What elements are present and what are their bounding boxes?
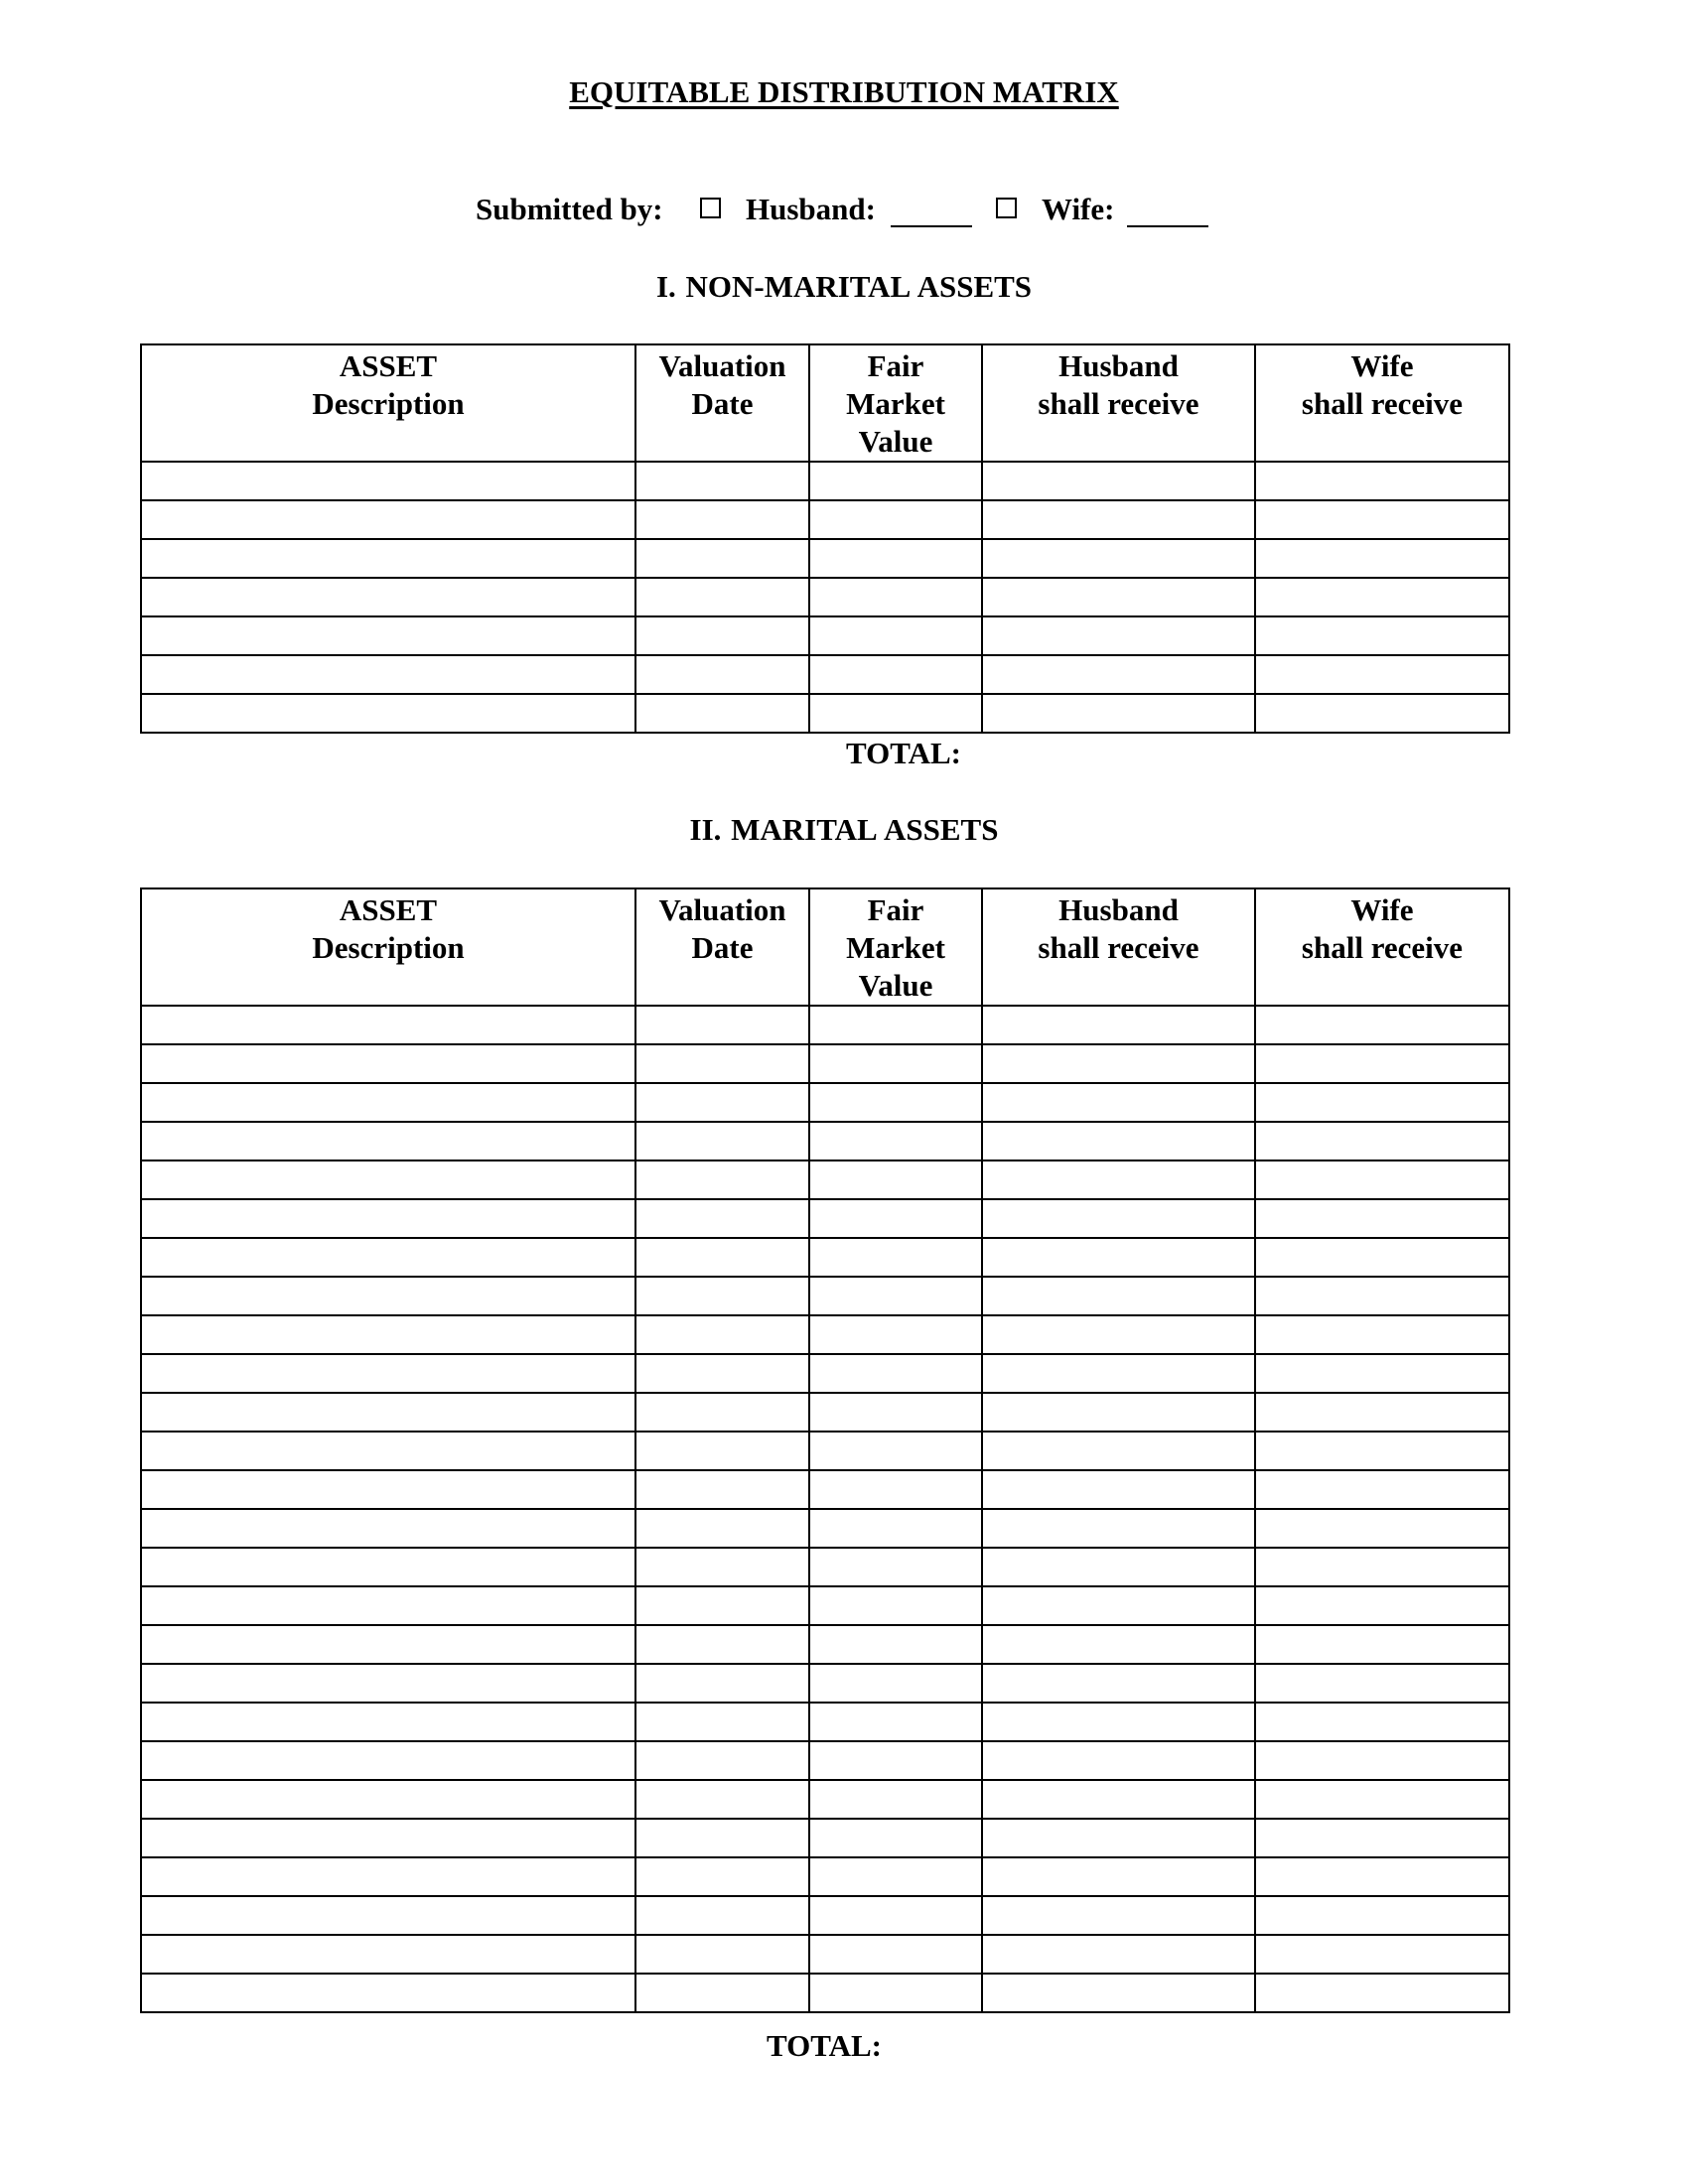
wife-shall-receive-cell[interactable] bbox=[1255, 1238, 1509, 1277]
asset-description-cell[interactable] bbox=[141, 1664, 635, 1703]
husband-shall-receive-cell[interactable] bbox=[982, 1238, 1255, 1277]
valuation-date-cell[interactable] bbox=[635, 1083, 809, 1122]
fair-market-value-cell[interactable] bbox=[809, 694, 982, 733]
valuation-date-cell[interactable] bbox=[635, 1277, 809, 1315]
valuation-date-cell[interactable] bbox=[635, 1432, 809, 1470]
valuation-date-cell[interactable] bbox=[635, 1625, 809, 1664]
valuation-date-cell[interactable] bbox=[635, 462, 809, 500]
wife-shall-receive-cell[interactable] bbox=[1255, 616, 1509, 655]
wife-blank-field[interactable] bbox=[1127, 225, 1208, 227]
table-row bbox=[141, 1935, 1509, 1974]
asset-description-cell[interactable] bbox=[141, 1393, 635, 1432]
fair-market-value-cell[interactable] bbox=[809, 1006, 982, 1044]
table-row bbox=[141, 1819, 1509, 1857]
submitted-by-label: Submitted by: bbox=[476, 192, 663, 226]
husband-shall-receive-cell[interactable] bbox=[982, 1470, 1255, 1509]
valuation-date-cell[interactable] bbox=[635, 1586, 809, 1625]
asset-description-cell[interactable] bbox=[141, 1819, 635, 1857]
husband-shall-receive-cell[interactable] bbox=[982, 1006, 1255, 1044]
table-row bbox=[141, 1315, 1509, 1354]
wife-shall-receive-cell[interactable] bbox=[1255, 1083, 1509, 1122]
husband-shall-receive-cell[interactable] bbox=[982, 1664, 1255, 1703]
valuation-date-cell[interactable] bbox=[635, 1935, 809, 1974]
wife-shall-receive-cell[interactable] bbox=[1255, 1432, 1509, 1470]
wife-shall-receive-cell[interactable] bbox=[1255, 1393, 1509, 1432]
fair-market-value-cell[interactable] bbox=[809, 1199, 982, 1238]
husband-shall-receive-cell[interactable] bbox=[982, 1354, 1255, 1393]
fair-market-value-cell[interactable] bbox=[809, 1703, 982, 1741]
valuation-date-cell[interactable] bbox=[635, 1470, 809, 1509]
wife-shall-receive-cell[interactable] bbox=[1255, 1470, 1509, 1509]
husband-shall-receive-cell[interactable] bbox=[982, 1044, 1255, 1083]
asset-description-cell[interactable] bbox=[141, 1625, 635, 1664]
fair-market-value-cell[interactable] bbox=[809, 1044, 982, 1083]
wife-shall-receive-cell[interactable] bbox=[1255, 1277, 1509, 1315]
fair-market-value-cell[interactable] bbox=[809, 616, 982, 655]
fair-market-value-cell[interactable] bbox=[809, 1509, 982, 1548]
husband-shall-receive-cell[interactable] bbox=[982, 1199, 1255, 1238]
valuation-date-cell[interactable] bbox=[635, 1006, 809, 1044]
husband-shall-receive-cell[interactable] bbox=[982, 1277, 1255, 1315]
husband-shall-receive-cell[interactable] bbox=[982, 1625, 1255, 1664]
fair-market-value-cell[interactable] bbox=[809, 1819, 982, 1857]
column-header-wife-shall-receive: Wife shall receive bbox=[1255, 344, 1509, 462]
valuation-date-cell[interactable] bbox=[635, 1857, 809, 1896]
column-header-asset-description: ASSET Description bbox=[141, 888, 635, 1006]
fair-market-value-cell[interactable] bbox=[809, 1238, 982, 1277]
non-marital-section-title: I. NON-MARITAL ASSETS bbox=[655, 269, 1033, 304]
marital-total-label: TOTAL: bbox=[767, 2028, 882, 2063]
wife-shall-receive-cell[interactable] bbox=[1255, 578, 1509, 616]
fair-market-value-cell[interactable] bbox=[809, 539, 982, 578]
table-row bbox=[141, 1238, 1509, 1277]
table-row bbox=[141, 1044, 1509, 1083]
fair-market-value-cell[interactable] bbox=[809, 462, 982, 500]
column-header-asset-description: ASSET Description bbox=[141, 344, 635, 462]
table-row bbox=[141, 462, 1509, 500]
fair-market-value-cell[interactable] bbox=[809, 1315, 982, 1354]
wife-shall-receive-cell[interactable] bbox=[1255, 462, 1509, 500]
valuation-date-cell[interactable] bbox=[635, 1160, 809, 1199]
table-row bbox=[141, 616, 1509, 655]
wife-shall-receive-cell[interactable] bbox=[1255, 1857, 1509, 1896]
table-row bbox=[141, 1548, 1509, 1586]
column-header-husband-shall-receive: Husband shall receive bbox=[982, 344, 1255, 462]
husband-shall-receive-cell[interactable] bbox=[982, 1432, 1255, 1470]
husband-shall-receive-cell[interactable] bbox=[982, 1819, 1255, 1857]
table-row bbox=[141, 1896, 1509, 1935]
valuation-date-cell[interactable] bbox=[635, 1393, 809, 1432]
table-row bbox=[141, 1277, 1509, 1315]
column-header-valuation-date: Valuation Date bbox=[635, 344, 809, 462]
asset-description-cell[interactable] bbox=[141, 1741, 635, 1780]
wife-shall-receive-cell[interactable] bbox=[1255, 1160, 1509, 1199]
husband-shall-receive-cell[interactable] bbox=[982, 1741, 1255, 1780]
fair-market-value-cell[interactable] bbox=[809, 1160, 982, 1199]
asset-description-cell[interactable] bbox=[141, 1896, 635, 1935]
fair-market-value-cell[interactable] bbox=[809, 1664, 982, 1703]
valuation-date-cell[interactable] bbox=[635, 616, 809, 655]
fair-market-value-cell[interactable] bbox=[809, 655, 982, 694]
husband-shall-receive-cell[interactable] bbox=[982, 1974, 1255, 2012]
fair-market-value-cell[interactable] bbox=[809, 1122, 982, 1160]
fair-market-value-cell[interactable] bbox=[809, 1393, 982, 1432]
valuation-date-cell[interactable] bbox=[635, 1664, 809, 1703]
husband-shall-receive-cell[interactable] bbox=[982, 1857, 1255, 1896]
asset-description-cell[interactable] bbox=[141, 1470, 635, 1509]
column-header-wife-shall-receive: Wife shall receive bbox=[1255, 888, 1509, 1006]
asset-description-cell[interactable] bbox=[141, 462, 635, 500]
wife-shall-receive-cell[interactable] bbox=[1255, 539, 1509, 578]
wife-shall-receive-cell[interactable] bbox=[1255, 1625, 1509, 1664]
fair-market-value-cell[interactable] bbox=[809, 1741, 982, 1780]
wife-shall-receive-cell[interactable] bbox=[1255, 1548, 1509, 1586]
asset-description-cell[interactable] bbox=[141, 694, 635, 733]
asset-description-cell[interactable] bbox=[141, 655, 635, 694]
wife-shall-receive-cell[interactable] bbox=[1255, 1896, 1509, 1935]
fair-market-value-cell[interactable] bbox=[809, 1857, 982, 1896]
asset-description-cell[interactable] bbox=[141, 1432, 635, 1470]
table-row bbox=[141, 1741, 1509, 1780]
column-header-fair-market-value: Fair Market Value bbox=[809, 344, 982, 462]
wife-shall-receive-cell[interactable] bbox=[1255, 1354, 1509, 1393]
husband-shall-receive-cell[interactable] bbox=[982, 1122, 1255, 1160]
husband-shall-receive-cell[interactable] bbox=[982, 1780, 1255, 1819]
table-row bbox=[141, 1780, 1509, 1819]
table-row bbox=[141, 1122, 1509, 1160]
valuation-date-cell[interactable] bbox=[635, 1199, 809, 1238]
husband-shall-receive-cell[interactable] bbox=[982, 462, 1255, 500]
valuation-date-cell[interactable] bbox=[635, 539, 809, 578]
fair-market-value-cell[interactable] bbox=[809, 578, 982, 616]
wife-shall-receive-cell[interactable] bbox=[1255, 1586, 1509, 1625]
table-row bbox=[141, 1857, 1509, 1896]
asset-description-cell[interactable] bbox=[141, 1586, 635, 1625]
asset-description-cell[interactable] bbox=[141, 1857, 635, 1896]
table-header-row bbox=[141, 344, 1509, 462]
wife-shall-receive-cell[interactable] bbox=[1255, 500, 1509, 539]
fair-market-value-cell[interactable] bbox=[809, 1586, 982, 1625]
husband-shall-receive-cell[interactable] bbox=[982, 1586, 1255, 1625]
husband-shall-receive-cell[interactable] bbox=[982, 1315, 1255, 1354]
valuation-date-cell[interactable] bbox=[635, 694, 809, 733]
fair-market-value-cell[interactable] bbox=[809, 1896, 982, 1935]
table-row bbox=[141, 1006, 1509, 1044]
asset-description-cell[interactable] bbox=[141, 1199, 635, 1238]
valuation-date-cell[interactable] bbox=[635, 1044, 809, 1083]
wife-shall-receive-cell[interactable] bbox=[1255, 1509, 1509, 1548]
wife-shall-receive-cell[interactable] bbox=[1255, 1974, 1509, 2012]
table-row bbox=[141, 1354, 1509, 1393]
asset-description-cell[interactable] bbox=[141, 1703, 635, 1741]
table-row bbox=[141, 1625, 1509, 1664]
fair-market-value-cell[interactable] bbox=[809, 500, 982, 539]
table-row bbox=[141, 500, 1509, 539]
husband-shall-receive-cell[interactable] bbox=[982, 539, 1255, 578]
wife-shall-receive-cell[interactable] bbox=[1255, 1199, 1509, 1238]
table-row bbox=[141, 1586, 1509, 1625]
valuation-date-cell[interactable] bbox=[635, 1509, 809, 1548]
column-header-valuation-date: Valuation Date bbox=[635, 888, 809, 1006]
wife-shall-receive-cell[interactable] bbox=[1255, 1819, 1509, 1857]
husband-shall-receive-cell[interactable] bbox=[982, 1083, 1255, 1122]
valuation-date-cell[interactable] bbox=[635, 1896, 809, 1935]
table-row bbox=[141, 1509, 1509, 1548]
wife-shall-receive-cell[interactable] bbox=[1255, 1122, 1509, 1160]
valuation-date-cell[interactable] bbox=[635, 1741, 809, 1780]
table-row bbox=[141, 1160, 1509, 1199]
asset-description-cell[interactable] bbox=[141, 1083, 635, 1122]
wife-checkbox[interactable] bbox=[996, 198, 1017, 218]
marital-section-title: II. MARITAL ASSETS bbox=[689, 812, 999, 847]
fair-market-value-cell[interactable] bbox=[809, 1780, 982, 1819]
fair-market-value-cell[interactable] bbox=[809, 1432, 982, 1470]
fair-market-value-cell[interactable] bbox=[809, 1354, 982, 1393]
husband-shall-receive-cell[interactable] bbox=[982, 655, 1255, 694]
husband-shall-receive-cell[interactable] bbox=[982, 1160, 1255, 1199]
valuation-date-cell[interactable] bbox=[635, 1238, 809, 1277]
asset-description-cell[interactable] bbox=[141, 539, 635, 578]
table-header-row bbox=[141, 888, 1509, 1006]
asset-description-cell[interactable] bbox=[141, 1122, 635, 1160]
asset-description-cell[interactable] bbox=[141, 1548, 635, 1586]
wife-shall-receive-cell[interactable] bbox=[1255, 655, 1509, 694]
document-title: EQUITABLE DISTRIBUTION MATRIX bbox=[569, 74, 1119, 109]
valuation-date-cell[interactable] bbox=[635, 1315, 809, 1354]
table-row bbox=[141, 1083, 1509, 1122]
wife-shall-receive-cell[interactable] bbox=[1255, 1044, 1509, 1083]
table-row bbox=[141, 1432, 1509, 1470]
table-row bbox=[141, 1664, 1509, 1703]
asset-description-cell[interactable] bbox=[141, 1238, 635, 1277]
husband-label: Husband: bbox=[746, 192, 876, 226]
asset-description-cell[interactable] bbox=[141, 1006, 635, 1044]
table-row bbox=[141, 1470, 1509, 1509]
asset-description-cell[interactable] bbox=[141, 1974, 635, 2012]
fair-market-value-cell[interactable] bbox=[809, 1974, 982, 2012]
valuation-date-cell[interactable] bbox=[635, 1354, 809, 1393]
valuation-date-cell[interactable] bbox=[635, 1703, 809, 1741]
valuation-date-cell[interactable] bbox=[635, 500, 809, 539]
asset-description-cell[interactable] bbox=[141, 1780, 635, 1819]
wife-shall-receive-cell[interactable] bbox=[1255, 1935, 1509, 1974]
fair-market-value-cell[interactable] bbox=[809, 1083, 982, 1122]
wife-shall-receive-cell[interactable] bbox=[1255, 1006, 1509, 1044]
column-header-fair-market-value: Fair Market Value bbox=[809, 888, 982, 1006]
asset-description-cell[interactable] bbox=[141, 616, 635, 655]
wife-shall-receive-cell[interactable] bbox=[1255, 1780, 1509, 1819]
asset-description-cell[interactable] bbox=[141, 1509, 635, 1548]
asset-description-cell[interactable] bbox=[141, 500, 635, 539]
valuation-date-cell[interactable] bbox=[635, 1780, 809, 1819]
wife-shall-receive-cell[interactable] bbox=[1255, 694, 1509, 733]
valuation-date-cell[interactable] bbox=[635, 1122, 809, 1160]
asset-description-cell[interactable] bbox=[141, 1354, 635, 1393]
valuation-date-cell[interactable] bbox=[635, 578, 809, 616]
wife-shall-receive-cell[interactable] bbox=[1255, 1664, 1509, 1703]
table-row bbox=[141, 578, 1509, 616]
asset-description-cell[interactable] bbox=[141, 578, 635, 616]
husband-shall-receive-cell[interactable] bbox=[982, 1703, 1255, 1741]
husband-shall-receive-cell[interactable] bbox=[982, 616, 1255, 655]
husband-shall-receive-cell[interactable] bbox=[982, 578, 1255, 616]
asset-description-cell[interactable] bbox=[141, 1935, 635, 1974]
table-row bbox=[141, 1974, 1509, 2012]
husband-shall-receive-cell[interactable] bbox=[982, 1935, 1255, 1974]
wife-shall-receive-cell[interactable] bbox=[1255, 1741, 1509, 1780]
valuation-date-cell[interactable] bbox=[635, 1548, 809, 1586]
valuation-date-cell[interactable] bbox=[635, 1974, 809, 2012]
husband-shall-receive-cell[interactable] bbox=[982, 1393, 1255, 1432]
asset-description-cell[interactable] bbox=[141, 1160, 635, 1199]
wife-shall-receive-cell[interactable] bbox=[1255, 1315, 1509, 1354]
husband-checkbox[interactable] bbox=[700, 198, 721, 218]
fair-market-value-cell[interactable] bbox=[809, 1625, 982, 1664]
asset-description-cell[interactable] bbox=[141, 1315, 635, 1354]
fair-market-value-cell[interactable] bbox=[809, 1935, 982, 1974]
husband-shall-receive-cell[interactable] bbox=[982, 1896, 1255, 1935]
table-row bbox=[141, 655, 1509, 694]
husband-shall-receive-cell[interactable] bbox=[982, 500, 1255, 539]
table-row bbox=[141, 539, 1509, 578]
fair-market-value-cell[interactable] bbox=[809, 1470, 982, 1509]
valuation-date-cell[interactable] bbox=[635, 655, 809, 694]
husband-blank-field[interactable] bbox=[891, 225, 972, 227]
table-row bbox=[141, 694, 1509, 733]
non-marital-assets-table bbox=[140, 343, 1510, 734]
wife-label: Wife: bbox=[1042, 192, 1115, 226]
non-marital-table-body bbox=[141, 462, 1509, 733]
fair-market-value-cell[interactable] bbox=[809, 1277, 982, 1315]
husband-shall-receive-cell[interactable] bbox=[982, 1548, 1255, 1586]
table-row bbox=[141, 1703, 1509, 1741]
husband-shall-receive-cell[interactable] bbox=[982, 694, 1255, 733]
marital-assets-table bbox=[140, 887, 1510, 2013]
column-header-husband-shall-receive: Husband shall receive bbox=[982, 888, 1255, 1006]
valuation-date-cell[interactable] bbox=[635, 1819, 809, 1857]
wife-shall-receive-cell[interactable] bbox=[1255, 1703, 1509, 1741]
asset-description-cell[interactable] bbox=[141, 1277, 635, 1315]
table-row bbox=[141, 1393, 1509, 1432]
husband-shall-receive-cell[interactable] bbox=[982, 1509, 1255, 1548]
asset-description-cell[interactable] bbox=[141, 1044, 635, 1083]
table-row bbox=[141, 1199, 1509, 1238]
fair-market-value-cell[interactable] bbox=[809, 1548, 982, 1586]
marital-table-body bbox=[141, 1006, 1509, 2012]
non-marital-total-label: TOTAL: bbox=[846, 736, 961, 770]
